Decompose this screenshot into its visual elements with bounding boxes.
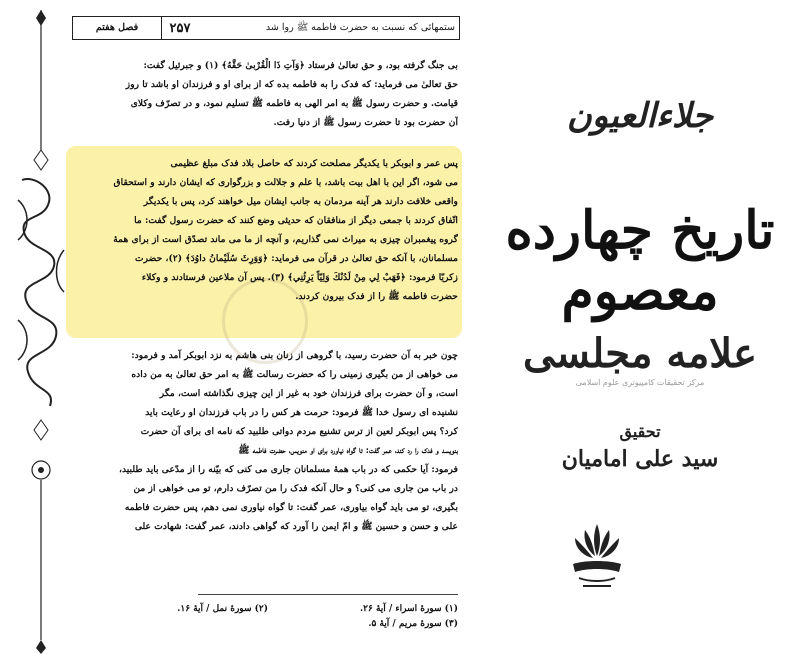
book-cover [480, 0, 800, 654]
paragraph-intro [72, 56, 458, 132]
page-number: ۲۵۷ [169, 20, 191, 36]
editor-name: سید علی امامیان [561, 446, 719, 472]
text-line: بی جنگ گرفته بود، و حق تعالیٰ فرستاد ﴿وَآتِ ذَا الْقُرْبىٰ حَقَّهُ﴾ (۱) و جبرئیل گفت: [143, 60, 458, 71]
page-header [72, 16, 460, 40]
text-line: می خواهی از من بگیری زمینی را که حضرت رسالت ﷺ به امر حق تعالیٰ به من داده [131, 369, 458, 380]
text-line: گروه پیغمبران چیزی به میراث نمی گذاریم، و آنچه از ما می ماند تصدّق است از برای همهٔ [113, 234, 458, 245]
series-title: جلاءالعیون [566, 96, 714, 136]
paragraph-main [72, 346, 458, 536]
running-title: ستمهائی که نسبت به حضرت فاطمه ﷺ روا شد [265, 22, 455, 33]
book-title: تاریخ چهارده معصوم [505, 200, 775, 322]
publisher-logo-icon [565, 520, 629, 592]
text-line: زکریّا فرمود: ﴿فَهَبْ لِي مِنْ لَدُنْكَ وَلِيّاً يَرِثُنِي﴾ (۳). پس آن ملاعین فرستادند و وکلاء [141, 272, 458, 283]
text-line: قیامت. و حضرت رسول ﷺ به امر الهی به فاطمه ﷺ تسلیم نمود، و در تصرّف وکلای [130, 98, 458, 109]
text-line: اتّفاق کردند با جمعی دیگر از منافقان که حدیثی وضع کنند که حضرت رسول گفت: ما [134, 215, 458, 226]
footnote-divider [198, 594, 458, 595]
text-line: آن حضرت بود تا حضرت رسول ﷺ از دنیا رفت. [273, 117, 458, 128]
text-line: می شود، اگر این با اهل بیت باشد، با علم و جلالت و بزرگواری که ایشان دارند و استحقاق [113, 177, 458, 188]
editor-label: تحقیق [619, 422, 661, 441]
text-line: بنویسد و فدک را رد کند، عمر گفت: تا گواه نیاورد برای او منویس، حضرت فاطمه ﷺ [238, 445, 458, 456]
text-line: بگیری، تو می باید گواه بیاوری، عمر گفت: تا گواه نیاوری نمی دهم، پس حضرت فاطمه [124, 502, 458, 513]
text-line: علی و حسن و حسین ﷺ و امّ ایمن را آورد که گواهی دادند، عمر گفت: شهادت علی [134, 521, 458, 532]
text-line: نشنیده ای رسول خدا ﷺ فرمود: حرمت هر کس را در باب فرزندان او رعایت باید [145, 407, 458, 418]
text-line: حضرت فاطمه ﷺ را از فدک بیرون کردند. [295, 291, 458, 302]
text-line: است، و آن حضرت برای فرزندان خود به غیر از این چیزی نگذاشته است، مگر [159, 388, 458, 399]
paragraph-highlighted [72, 154, 458, 306]
footnote-1: (۱) سورهٔ اسراء / آیهٔ ۲۶. [360, 604, 458, 614]
chapter-label: فصل هفتم [73, 17, 162, 39]
text-line: فرمود: آیا حکمی که در باب همهٔ مسلمانان جاری می کنی که بیّنه را از مدّعی باید طلبید، [118, 464, 458, 475]
book-page [72, 8, 458, 648]
text-line: چون خبر به آن حضرت رسید، با گروهی از زنان بنی هاشم به نزد ابوبکر آمد و فرمود: [131, 350, 458, 361]
calligraphy-ornament [10, 0, 72, 654]
footnote-3: (۳) سورهٔ مریم / آیهٔ ۵. [368, 619, 458, 629]
text-line: واقعی خلافت دارند هر آینه مردمان به جانب ایشان میل خواهند کرد، پس با یکدیگر [143, 196, 458, 207]
footnotes [72, 602, 458, 632]
text-line: در باب من جاری می کنی؟ و حال آنکه فدک را من تصرّف دارم، تو می خواهی از من [133, 483, 458, 494]
text-line: حق تعالیٰ می فرماید: که فدک را به فاطمه بده که از برای او و فرزندان او باشد تا روز [125, 79, 458, 90]
footnote-2: (۲) سورهٔ نمل / آیهٔ ۱۶. [177, 604, 268, 614]
text-line: کرد؟ پس ابوبکر لعین از ترس تشنیع مردم دواتی طلبید که نامه ای برای آن حضرت [140, 426, 458, 437]
author-name: علامه مجلسی [522, 330, 758, 377]
author-subtitle: مرکز تحقیقات کامپیوتری علوم اسلامی [575, 378, 705, 387]
text-line: پس عمر و ابوبکر با یکدیگر مصلحت کردند که حاصل بلاد فدک مبلغ عظیمی [170, 158, 458, 169]
text-line: مسلمانان، با آنکه حق تعالیٰ در قرآن می فرماید: ﴿وَوَرِثَ سُلَيْمانُ داوُدَ﴾ (۲)، حضرت [134, 253, 458, 264]
